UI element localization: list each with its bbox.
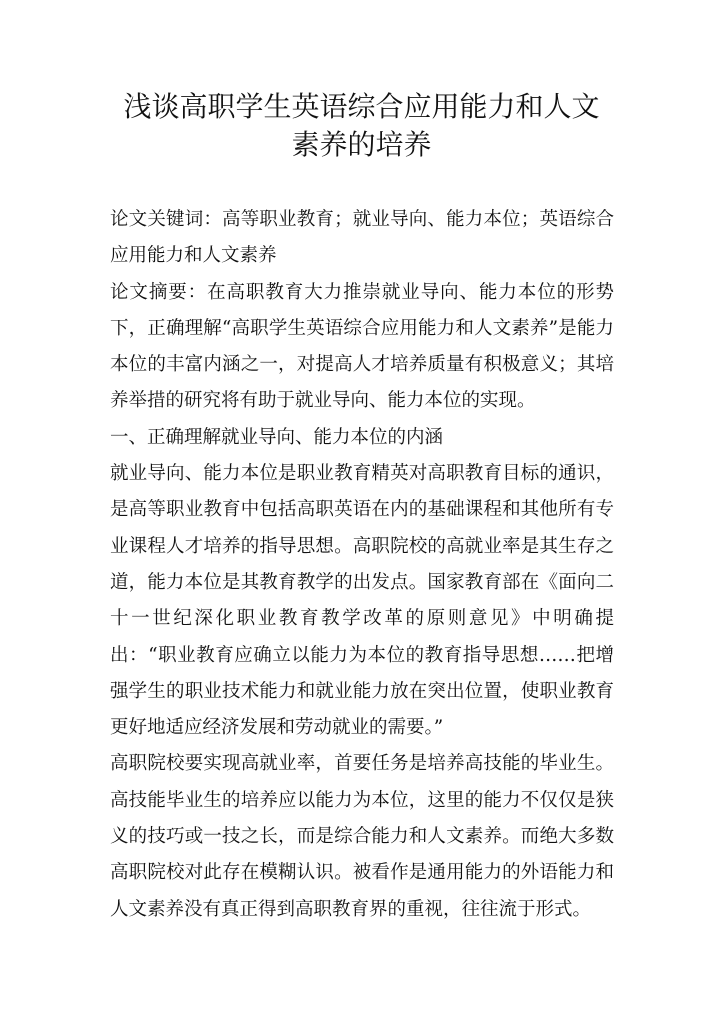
keywords-paragraph: 论文关键词：高等职业教育；就业导向、能力本位；英语综合应用能力和人文素养 [110,209,614,267]
section-heading-1: 一、正确理解就业导向、能力本位的内涵 [110,426,444,448]
document-body [110,202,614,928]
abstract-paragraph: 论文摘要：在高职教育大力推崇就业导向、能力本位的形势下，正确理解“高职学生英语综合应用能力和人文素养”是能力本位的丰富内涵之一，对提高人才培养质量有积极意义；其培养举措的研究将有助于就业导向、能力本位的实现。 [110,281,614,412]
document-title: 浅谈高职学生英语综合应用能力和人文素养的培养 [123,90,600,161]
body-paragraph: 就业导向、能力本位是职业教育精英对高职教育目标的通识，是高等职业教育中包括高职英语在内的基础课程和其他所有专业课程人才培养的指导思想。高职院校的高就业率是其生存之道，能力本位是其教育教学的出发点。国家教育部在《面向二十一世纪深化职业教育教学改革的原则意见》中明确提出：“职业教育应确立以能力为本位的教育指导思想……把增强学生的职业技术能力和就业能力放在突出位置，使职业教育更好地适应经济发展和劳动就业的需要。” [110,463,614,739]
body-paragraph: 高职院校要实现高就业率，首要任务是培养高技能的毕业生。高技能毕业生的培养应以能力为本位，这里的能力不仅仅是狭义的技巧或一技之长，而是综合能力和人文素养。而绝大多数高职院校对此存在模糊认识。被看作是通用能力的外语能力和人文素养没有真正得到高职教育界的重视，往往流于形式。 [110,753,614,920]
